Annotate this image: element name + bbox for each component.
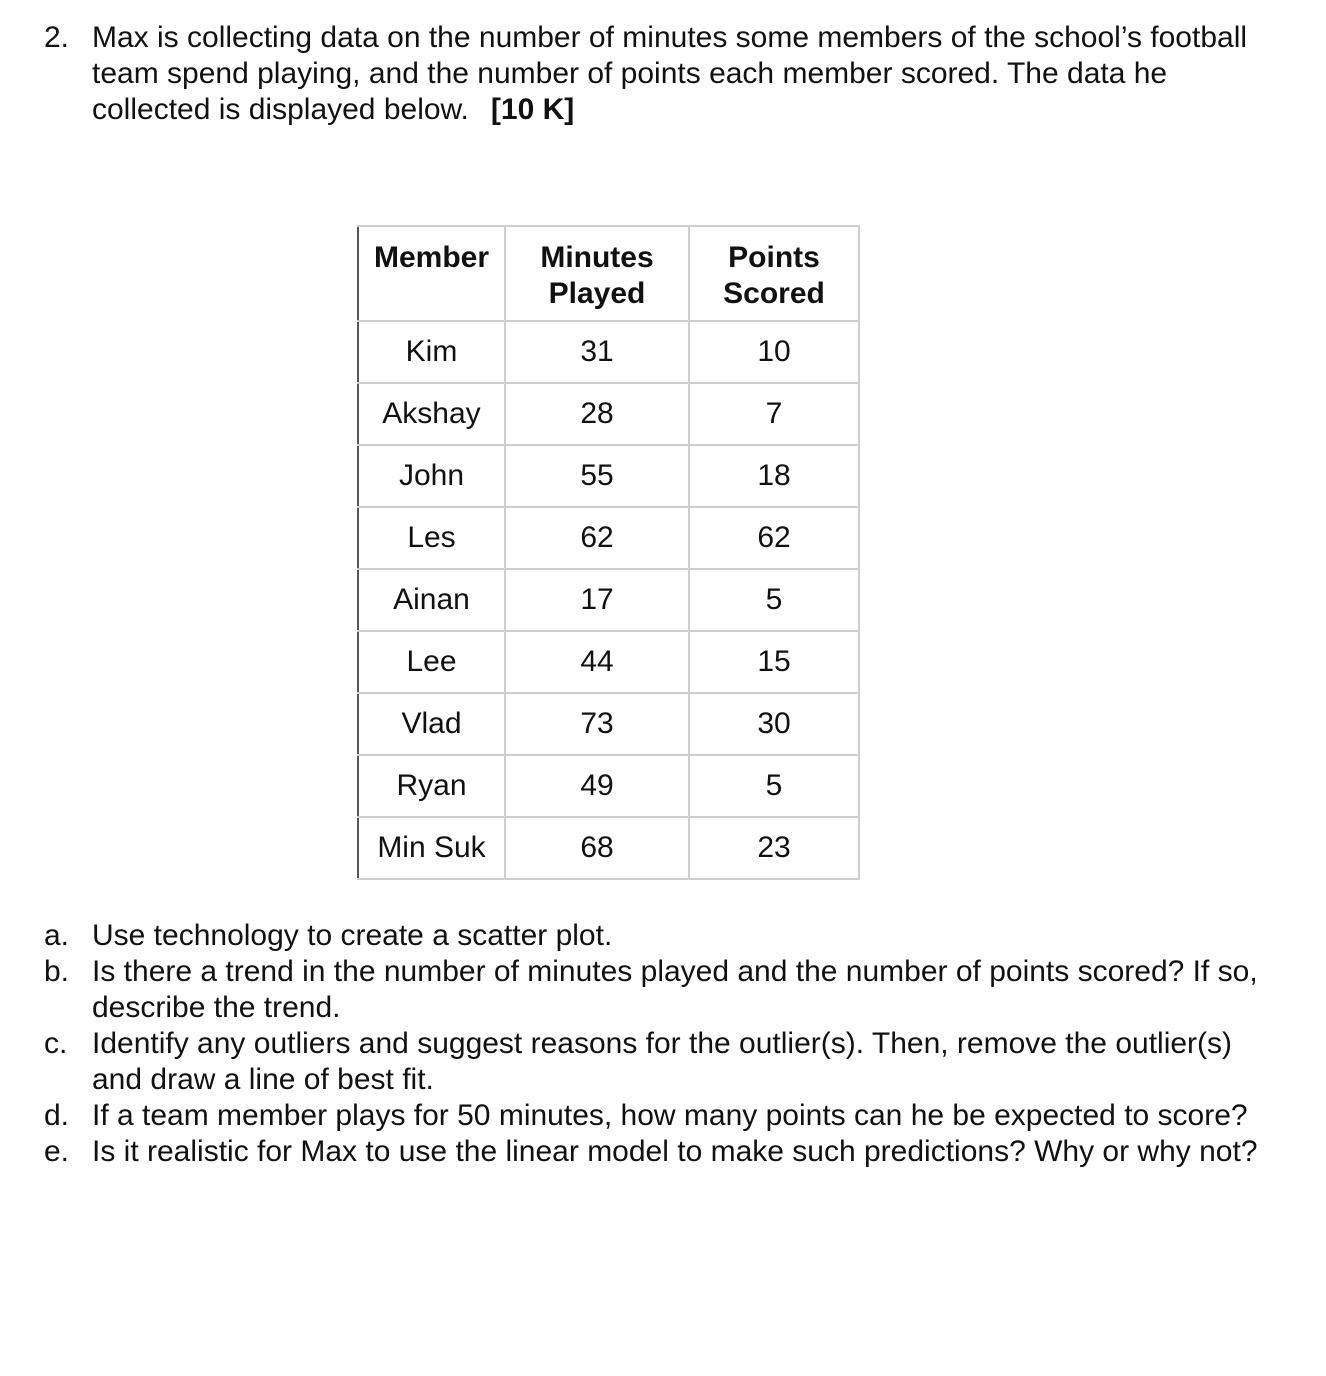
cell-member: Les	[358, 507, 505, 569]
table-row	[358, 321, 859, 383]
cell-member: Akshay	[358, 383, 505, 445]
cell-minutes: 31	[505, 321, 689, 383]
table-row	[358, 631, 859, 693]
cell-points: 7	[689, 383, 859, 445]
sub-question-e	[44, 1134, 1274, 1170]
sub-question-text: If a team member plays for 50 minutes, how many points can he be expected to score?	[92, 1099, 1248, 1132]
sub-question-d	[44, 1098, 1274, 1134]
sub-question-text: Use technology to create a scatter plot.	[92, 919, 613, 952]
question-number: 2.	[44, 21, 70, 54]
cell-member: Vlad	[358, 693, 505, 755]
sub-question-text: Is there a trend in the number of minutes played and the number of points scored? If so, describe the trend.	[92, 955, 1258, 1024]
cell-points: 18	[689, 445, 859, 507]
header-member: Member	[358, 226, 505, 321]
table-row	[358, 569, 859, 631]
sub-question-letter: e.	[44, 1135, 70, 1168]
question	[44, 20, 1274, 128]
header-minutes-played: Minutes Played	[505, 226, 689, 321]
cell-member: Lee	[358, 631, 505, 693]
cell-points: 62	[689, 507, 859, 569]
sub-question-letter: b.	[44, 955, 70, 988]
sub-question-a	[44, 918, 1274, 954]
cell-member: Ainan	[358, 569, 505, 631]
cell-member: John	[358, 445, 505, 507]
cell-points: 10	[689, 321, 859, 383]
sub-question-text: Identify any outliers and suggest reasons for the outlier(s). Then, remove the outlier(s) and draw a line of best fit.	[92, 1027, 1233, 1096]
cell-minutes: 73	[505, 693, 689, 755]
sub-question-b	[44, 954, 1274, 1026]
question-text-block	[92, 20, 1274, 128]
cell-minutes: 44	[505, 631, 689, 693]
cell-points: 30	[689, 693, 859, 755]
cell-minutes: 17	[505, 569, 689, 631]
cell-minutes: 62	[505, 507, 689, 569]
sub-question-letter: a.	[44, 919, 70, 952]
sub-question-text: Is it realistic for Max to use the linear model to make such predictions? Why or why not?	[92, 1135, 1258, 1168]
cell-minutes: 28	[505, 383, 689, 445]
cell-member: Kim	[358, 321, 505, 383]
table-row	[358, 817, 859, 879]
sub-questions-list	[44, 918, 1274, 1170]
table-row	[358, 693, 859, 755]
table-header-row	[358, 226, 859, 321]
cell-member: Ryan	[358, 755, 505, 817]
cell-minutes: 68	[505, 817, 689, 879]
cell-points: 5	[689, 569, 859, 631]
table-row	[358, 383, 859, 445]
table-row	[358, 507, 859, 569]
table-row	[358, 755, 859, 817]
cell-points: 5	[689, 755, 859, 817]
cell-minutes: 55	[505, 445, 689, 507]
sub-question-letter: d.	[44, 1099, 70, 1132]
cell-points: 23	[689, 817, 859, 879]
question-text: Max is collecting data on the number of minutes some members of the school’s football team spend playing, and the number of points each member scored. The data he collected is displayed below.	[92, 21, 1248, 126]
sub-question-letter: c.	[44, 1027, 68, 1060]
cell-points: 15	[689, 631, 859, 693]
cell-minutes: 49	[505, 755, 689, 817]
cell-member: Min Suk	[358, 817, 505, 879]
header-points-scored: Points Scored	[689, 226, 859, 321]
data-table	[357, 225, 860, 880]
table-row	[358, 445, 859, 507]
sub-question-c	[44, 1026, 1274, 1098]
marks-label: [10 K]	[490, 93, 575, 126]
